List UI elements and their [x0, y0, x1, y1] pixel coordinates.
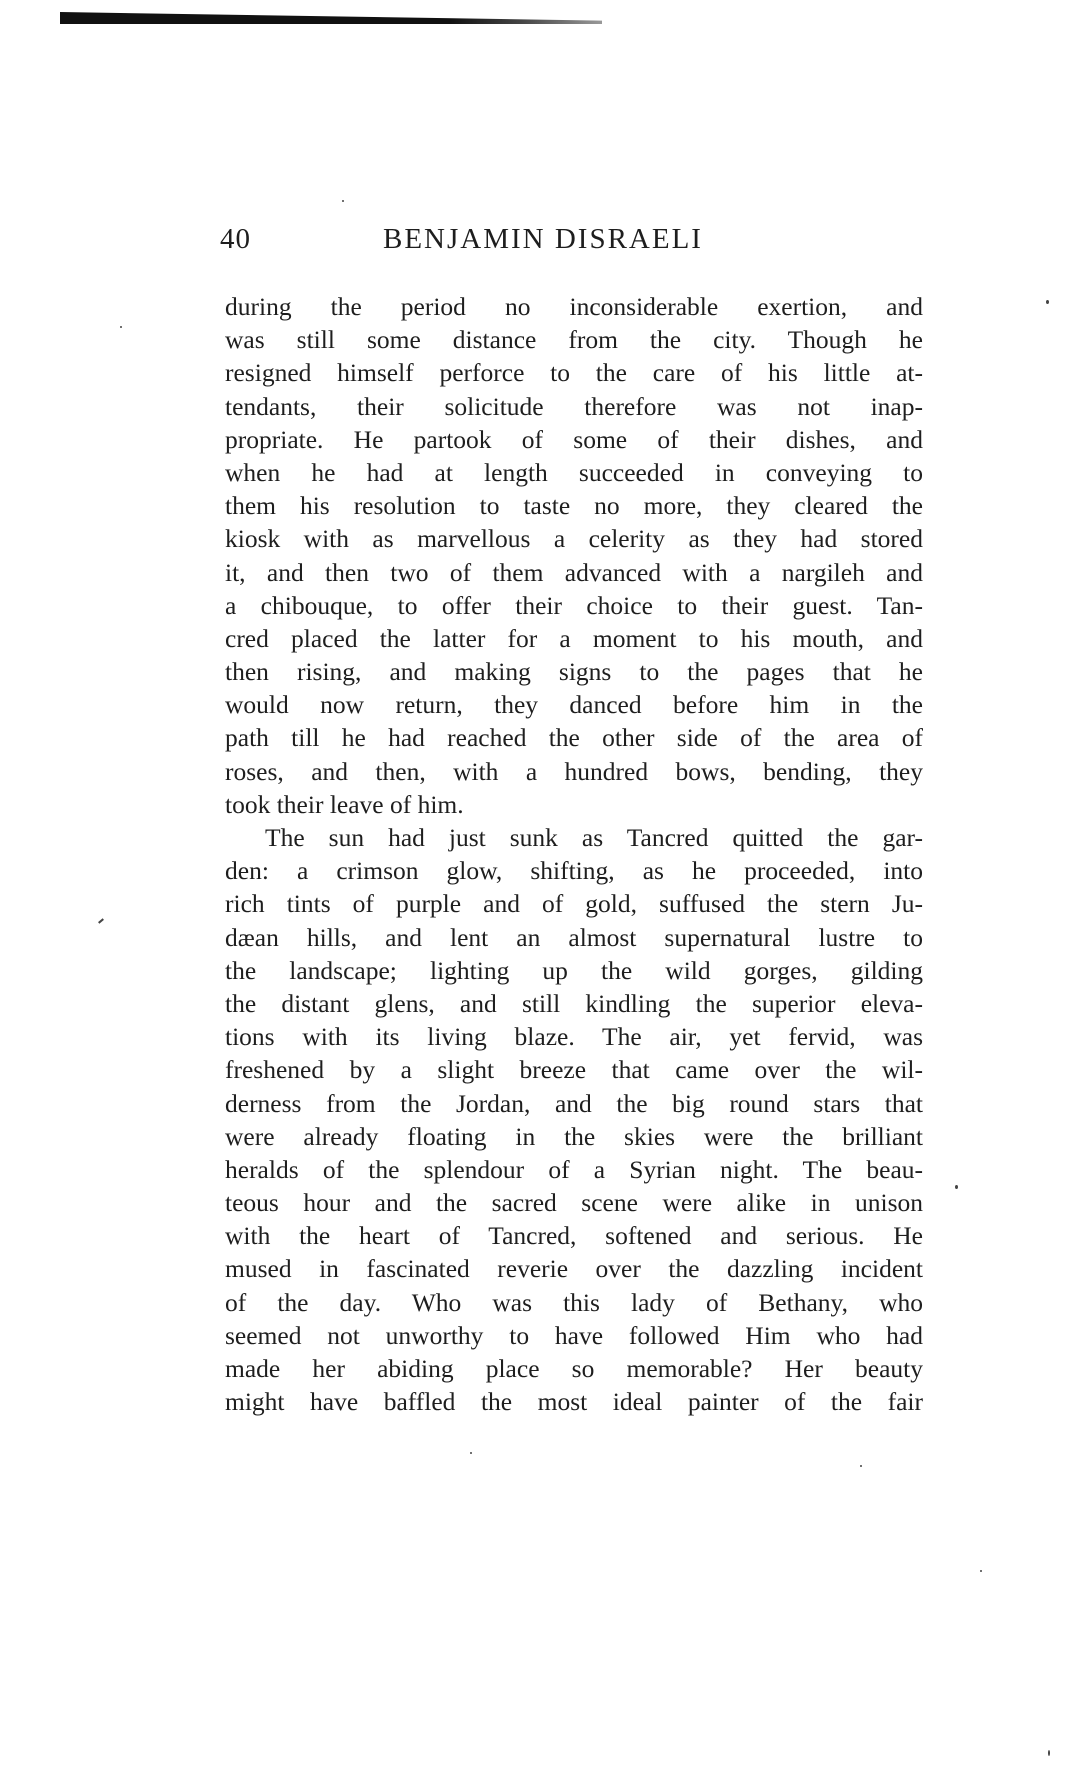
text-line: rich tints of purple and of gold, suffused the stern Ju- [225, 889, 923, 919]
text-line: when he had at length succeeded in conveying to [225, 457, 923, 487]
scan-speck [120, 326, 122, 328]
text-line: might have baffled the most ideal painter of the fair [225, 1387, 923, 1417]
text-line: mused in fascinated reverie over the dazzling incident [225, 1254, 923, 1284]
text-line: teous hour and the sacred scene were alike in unison [225, 1188, 923, 1218]
text-line: during the period no inconsiderable exertion, and [225, 292, 923, 321]
page-header [220, 223, 940, 263]
text-line: seemed not unworthy to have followed Him who had [225, 1320, 923, 1350]
text-line: propriate. He partook of some of their dishes, and [225, 424, 923, 454]
scan-speck [860, 1465, 862, 1467]
text-line: cred placed the latter for a moment to his mouth, and [225, 623, 923, 653]
top-scan-rule [60, 12, 602, 24]
scan-speck [1046, 300, 1049, 304]
text-line: made her abiding place so memorable? Her beauty [225, 1354, 923, 1383]
text-line: den: a crimson glow, shifting, as he proceeded, into [225, 856, 923, 886]
text-line: kiosk with as marvellous a celerity as they had stored [225, 524, 923, 554]
text-line: tendants, their solicitude therefore was not inap- [225, 391, 923, 421]
text-line: with the heart of Tancred, softened and serious. He [225, 1221, 923, 1251]
text-line: roses, and then, with a hundred bows, bending, they [225, 756, 923, 786]
paragraph [225, 821, 923, 1418]
scan-speck [470, 1452, 472, 1454]
text-line: a chibouque, to offer their choice to their guest. Tan- [225, 590, 923, 620]
text-line: The sun had just sunk as Tancred quitted the gar- [265, 823, 923, 852]
running-title: BENJAMIN DISRAELI [383, 223, 703, 255]
text-line: of the day. Who was this lady of Bethany, who [225, 1287, 923, 1317]
text-line: path till he had reached the other side of the area of [225, 723, 923, 753]
text-line: derness from the Jordan, and the big round stars that [225, 1088, 923, 1118]
text-line: were already floating in the skies were the brilliant [225, 1121, 923, 1151]
scan-speck [980, 1570, 982, 1572]
text-line: tions with its living blaze. The air, yet fervid, was [225, 1022, 923, 1052]
paragraph [225, 290, 923, 821]
text-line: freshened by a slight breeze that came over the wil- [225, 1055, 923, 1085]
text-line: the distant glens, and still kindling the superior eleva- [225, 988, 923, 1018]
scan-speck [1048, 1750, 1050, 1756]
text-line: was still some distance from the city. Though he [225, 325, 923, 355]
text-line: took their leave of him. [225, 789, 464, 819]
text-line: then rising, and making signs to the pages that he [225, 657, 923, 687]
text-line: it, and then two of them advanced with a nargileh and [225, 557, 923, 587]
scan-speck [342, 200, 344, 202]
body-text [225, 290, 923, 1418]
text-line: would now return, they danced before him in the [225, 690, 923, 720]
scan-speck [955, 1185, 958, 1189]
page-number: 40 [220, 223, 251, 255]
text-line: them his resolution to taste no more, they cleared the [225, 491, 923, 521]
text-line: dæan hills, and lent an almost supernatural lustre to [225, 922, 923, 952]
text-line: heralds of the splendour of a Syrian night. The beau- [225, 1154, 923, 1184]
text-line: the landscape; lighting up the wild gorges, gilding [225, 955, 923, 985]
scan-speck [98, 918, 104, 923]
text-line: resigned himself perforce to the care of his little at- [225, 358, 923, 388]
